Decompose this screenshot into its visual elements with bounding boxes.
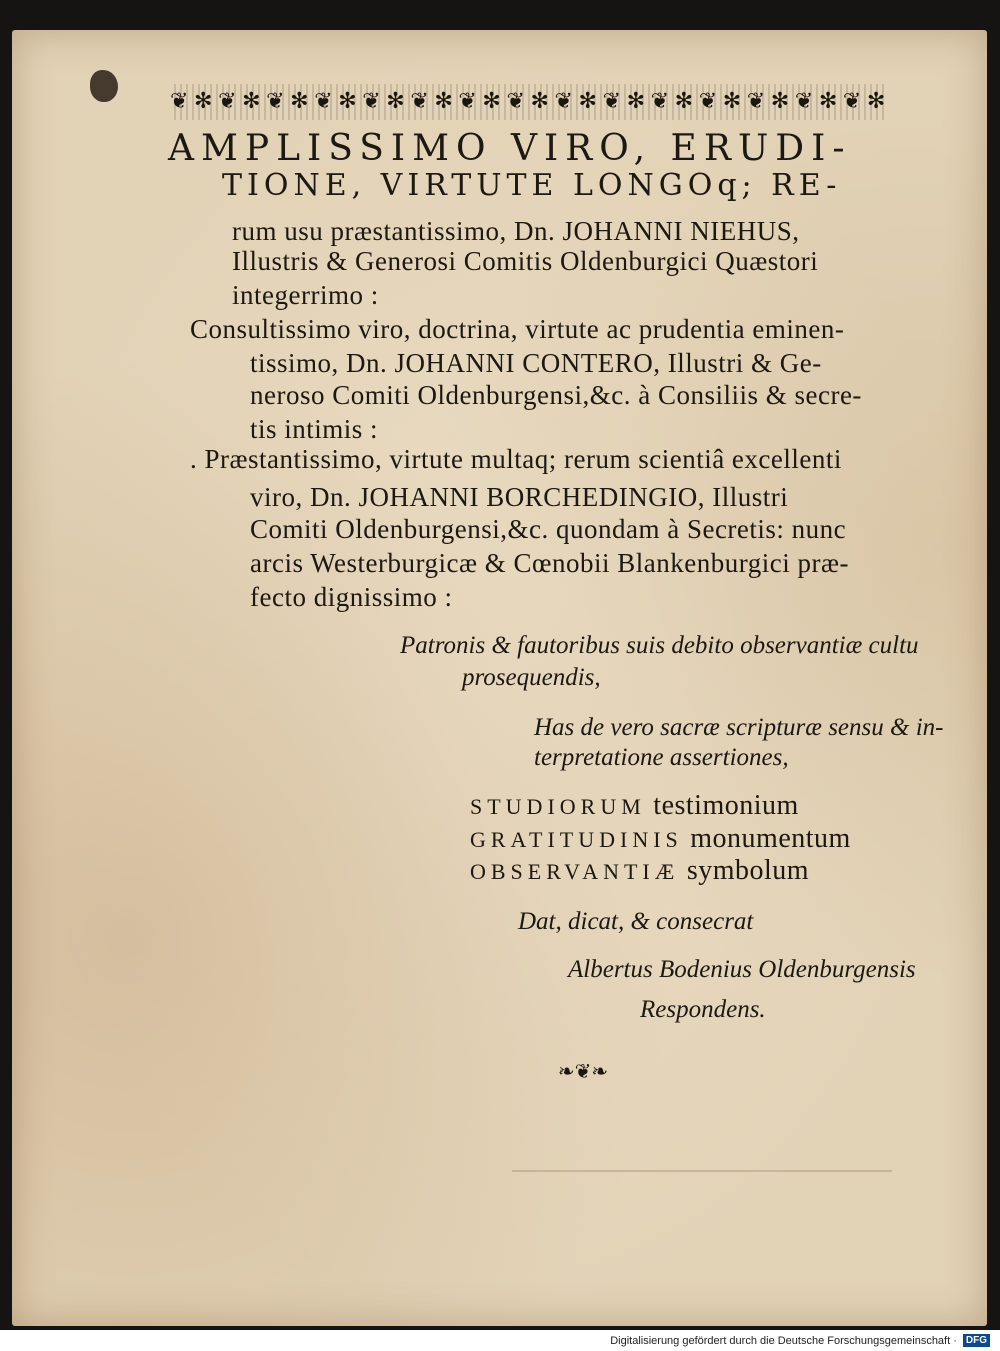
- dat-dicat-line: Dat, dicat, & consecrat: [518, 908, 754, 935]
- ornament-glyph: ✻: [818, 89, 838, 114]
- dedication-paragraph-3-line-3: Comiti Oldenburgensi,&c. quondam à Secretis: nunc: [250, 514, 847, 544]
- gratitudinis-rest: monumentum: [682, 823, 851, 854]
- assertions-line-1: Has de vero sacræ scripturæ sensu & in-: [534, 714, 944, 741]
- dedication-paragraph-3-line-2: viro, Dn. JOHANNI BORCHEDINGIO, Illustri: [250, 482, 789, 512]
- respondens-label: Respondens.: [640, 996, 766, 1023]
- ornament-glyph: ❦: [650, 89, 670, 114]
- top-ornament-band: [170, 84, 885, 120]
- ornament-glyph: ❦: [314, 89, 333, 114]
- studiorum-line: [470, 790, 799, 822]
- ornament-glyph: ✻: [722, 89, 742, 114]
- ornament-glyph: ❦: [458, 89, 477, 114]
- ink-stain: [90, 70, 118, 102]
- dedication-paragraph-1-line-5: integerrimo :: [232, 280, 379, 310]
- ornament-glyph: ❦: [218, 89, 237, 114]
- ornament-glyph: ✻: [626, 89, 646, 114]
- studiorum-rest: testimonium: [645, 790, 799, 821]
- dfg-logo-icon: DFG: [963, 1334, 990, 1347]
- dedication-paragraph-2-line-2: tissimo, Dn. JOHANNI CONTERO, Illustri & Ge-: [250, 348, 822, 378]
- ornament-glyph: ✻: [578, 89, 597, 114]
- dedication-paragraph-3-line-4: arcis Westerburgicæ & Cœnobii Blankenburgici præ-: [250, 548, 849, 578]
- bottom-ornament: [548, 1060, 618, 1082]
- ornament-glyph: ❦: [746, 89, 766, 114]
- ornament-glyph: ❦: [794, 89, 814, 114]
- ornament-glyph: ❦: [170, 89, 189, 114]
- studiorum-caps: STUDIORUM: [470, 794, 646, 819]
- dedication-paragraph-2-line-4: tis intimis :: [250, 414, 379, 444]
- dedication-heading-line-2: TIONE, VIRTUTE LONGOq; RE-: [222, 168, 842, 203]
- dedication-heading-line-1: AMPLISSIMO VIRO, ERUDI-: [168, 128, 852, 169]
- patron-line-2: prosequendis,: [462, 664, 601, 691]
- dedication-paragraph-2-line-3: neroso Comiti Oldenburgensi,&c. à Consiliis & secre-: [250, 380, 862, 410]
- ornament-glyph: ✻: [386, 89, 405, 114]
- ornament-glyph: ❦: [698, 89, 718, 114]
- ornament-glyph: ❦: [362, 89, 381, 114]
- observantiae-caps: OBSERVANTIÆ: [470, 859, 680, 884]
- ornament-glyph: ✻: [482, 89, 501, 114]
- observantiae-line: [470, 855, 809, 887]
- patron-line-1: Patronis & fautoribus suis debito observantiæ cultu: [400, 632, 919, 659]
- ornament-glyph: ✻: [338, 89, 357, 114]
- funding-credit: Digitalisierung gefördert durch die Deutsche Forschungsgemeinschaft ·: [610, 1334, 957, 1347]
- ornament-glyph: ❦: [266, 89, 285, 114]
- assertions-line-2: terpretatione assertiones,: [534, 744, 789, 771]
- ornament-glyph: ✻: [290, 89, 309, 114]
- ornament-glyph: ✻: [530, 89, 549, 114]
- footer-bar: [0, 1330, 1000, 1351]
- show-through-mark: [512, 1170, 892, 1172]
- observantiae-rest: symbolum: [679, 855, 810, 886]
- ornament-glyph: ✻: [434, 89, 453, 114]
- gratitudinis-caps: GRATITUDINIS: [470, 827, 683, 852]
- ornament-glyph: ✻: [770, 89, 790, 114]
- ornament-glyph: ❦: [554, 89, 573, 114]
- ornament-glyph: ❦: [602, 89, 621, 114]
- ornament-glyph: ❦: [506, 89, 525, 114]
- ornament-glyph: ✻: [242, 89, 261, 114]
- dedication-paragraph-1-line-4: Illustris & Generosi Comitis Oldenburgici Quæstori: [232, 246, 819, 276]
- ornament-glyph: ❦: [842, 89, 862, 114]
- ornament-glyph: ✻: [866, 89, 886, 114]
- dedication-paragraph-1-line-3: rum usu præstantissimo, Dn. JOHANNI NIEHUS,: [232, 216, 800, 246]
- ornament-glyph: ✻: [674, 89, 694, 114]
- ornament-glyph: ❧❦❧: [557, 1059, 609, 1083]
- dedication-paragraph-3-line-5: fecto dignissimo :: [250, 582, 453, 612]
- dedication-paragraph-2-line-1: Consultissimo viro, doctrina, virtute ac prudentia eminen-: [190, 314, 845, 344]
- ornament-glyph: ❦: [410, 89, 429, 114]
- dedication-paragraph-3-line-1: . Præstantissimo, virtute multaq; rerum scientiâ excellenti: [190, 444, 842, 474]
- gratitudinis-line: [470, 823, 851, 855]
- author-name: Albertus Bodenius Oldenburgensis: [568, 956, 916, 983]
- ornament-glyph: ✻: [194, 89, 213, 114]
